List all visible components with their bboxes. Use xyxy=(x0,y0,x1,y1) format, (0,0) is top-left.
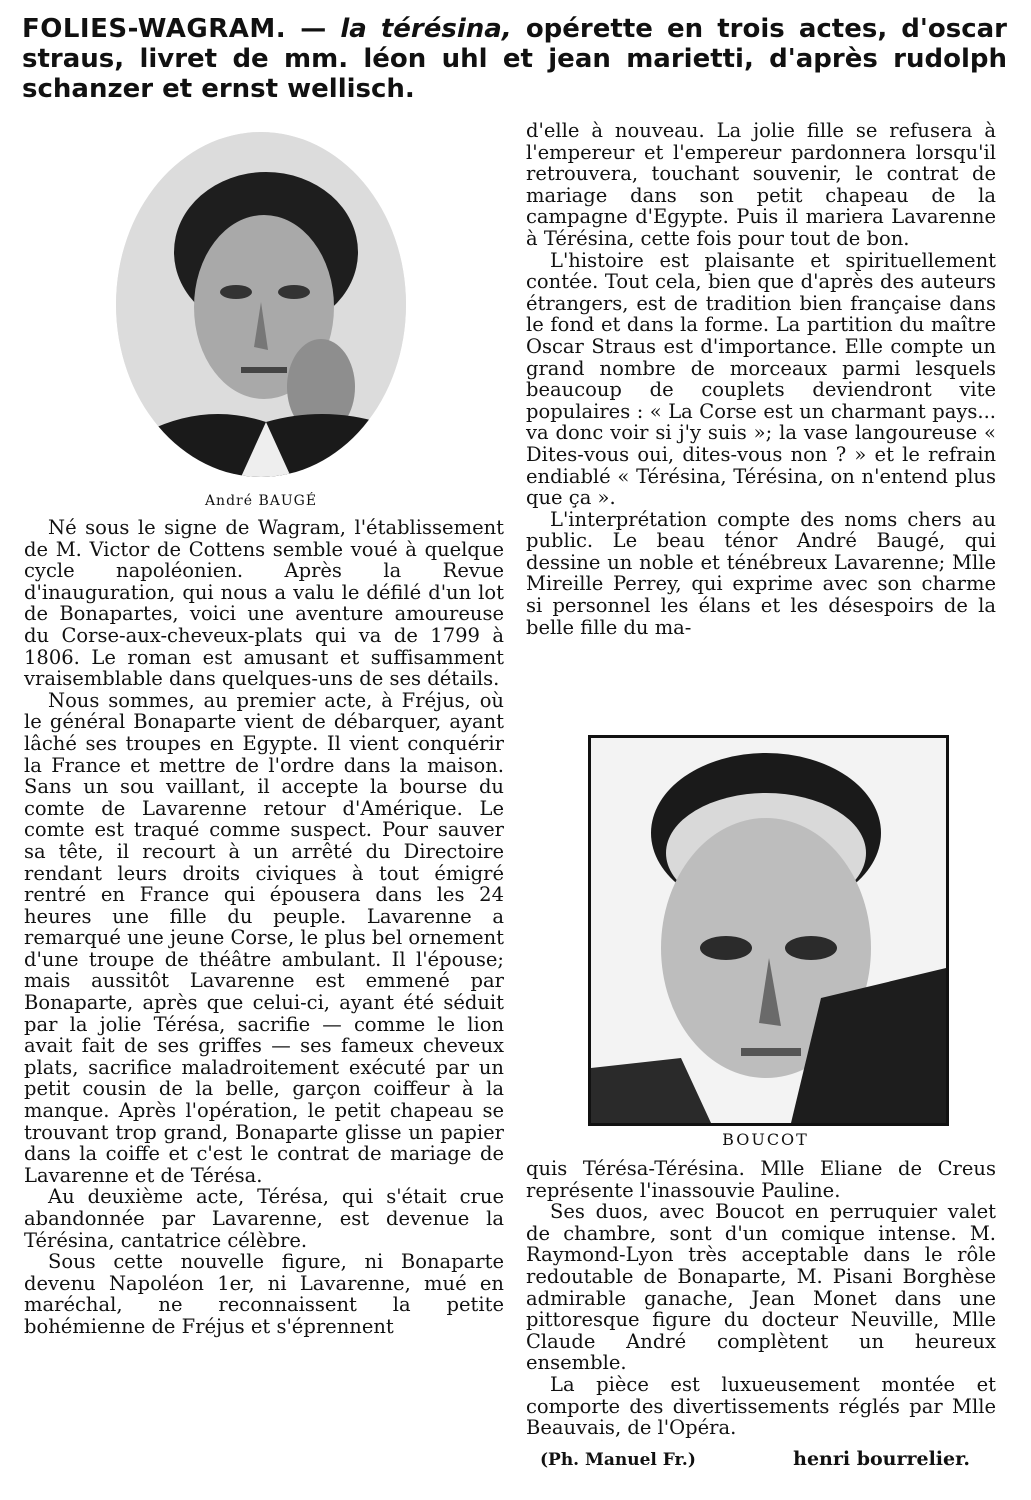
paragraph: L'interprétation compte des noms chers au public. Le beau ténor André Baugé, qui dessine un noble et ténébreux Lavarenne; Mlle Mireille Perrey, qui exprime avec son charme si personnel les élans et les désespoirs de la belle fille du ma- xyxy=(526,507,996,639)
paragraph: quis Térésa-Térésina. Mlle Eliane de Creus représente l'inassouvie Pauline. xyxy=(526,1157,996,1202)
paragraph: d'elle à nouveau. La jolie fille se refusera à l'empereur et l'empereur pardonnera lorsqu'il retrouvera, touchant souvenir, le contrat de mariage dans son petit chapeau de la campagne d'Egypte. Puis il mariera Lavarenne à Térésina, cette fois pour tout de bon. xyxy=(526,119,996,250)
column-right-top xyxy=(526,120,996,638)
paragraph: L'histoire est plaisante et spirituellement contée. Tout cela, bien que d'après des auteurs étrangers, est de tradition bien française dans le fond et dans la forme. La partition du maître Oscar Straus est d'importance. Elle compte un grand nombre de morceaux parmi lesquels beaucoup de couplets deviendront vite populaires : « La Corse est un charmant pays... va donc voir si j'y suis »; la vase langoureuse « Dites-vous oui, dites-vous non ? » et le refrain endiablé « Térésina, Térésina, on n'entend plus que ça ». xyxy=(526,248,996,510)
paragraph: Nous sommes, au premier acte, à Fréjus, où le général Bonaparte vient de débarquer, ayant lâché ses troupes en Egypte. Il vient conquérir la France et mettre de l'ordre dans la maison. Sans un sou vaillant, il accepte la bourse du comte de Lavarenne retour d'Amérique. Le comte est traqué comme suspect. Pour sauver sa tête, il recourt à un arrêté du Directoire rendant leurs droits civiques à tout émigré rentré en France qui épousera dans les 24 heures une fille du peuple. Lavarenne a remarqué une jeune Corse, le plus bel ornement d'une troupe de théâtre ambulant. Il l'épouse; mais aussitôt Lavarenne est emmené par Bonaparte, après que celui-ci, ayant été séduit par la jolie Térésa, sacrifie — comme le lion avait fait de ses griffes — ses fameux cheveux plats, sacrifice maladroitement exécuté par un petit cousin de la belle, garçon coiffeur à la manque. Après l'opération, le petit chapeau se trouvant trop grand, Bonaparte glisse un papier dans la coiffe et c'est le contrat de mariage de Lavarenne et de Térésa. xyxy=(24,688,504,1187)
portrait-caption-bauge: André BAUGÉ xyxy=(204,493,318,509)
paragraph: Au deuxième acte, Térésa, qui s'était crue abandonnée par Lavarenne, est devenue la Térésina, cantatrice célèbre. xyxy=(24,1185,504,1252)
paragraph: La pièce est luxueusement montée et comporte des divertissements réglés par Mlle Beauvais, de l'Opéra. xyxy=(526,1372,996,1440)
portrait-andre-bauge xyxy=(116,132,406,477)
headline-dash: — xyxy=(286,14,341,44)
portrait-caption-boucot: BOUCOT xyxy=(722,1130,809,1149)
headline-work-title: la térésina, xyxy=(340,14,512,44)
headline-theatre: FOLIES-WAGRAM. xyxy=(22,14,287,44)
credits xyxy=(540,1448,970,1470)
author-signature: henri bourrelier. xyxy=(793,1448,970,1470)
column-right-bottom xyxy=(526,1158,996,1439)
photo-credit: (Ph. Manuel Fr.) xyxy=(540,1450,696,1470)
headline-details: opérette en trois actes, d'oscar straus, livret de mm. léon uhl et jean marietti, d'après rudolph schanzer et ernst wellisch. xyxy=(22,14,1007,104)
article-headline xyxy=(22,14,1007,104)
paragraph: Sous cette nouvelle figure, ni Bonaparte devenu Napoléon 1er, ni Lavarenne, mué en maréchal, ne reconnaissent la petite bohémienne de Fréjus et s'éprennent xyxy=(24,1250,504,1338)
portrait-boucot xyxy=(588,735,949,1126)
paragraph: Né sous le signe de Wagram, l'établissement de M. Victor de Cottens semble voué à quelque cycle napoléonien. Après la Revue d'inauguration, qui nous a valu le défilé d'un lot de Bonapartes, voici une aventure amoureuse du Corse-aux-cheveux-plats qui va de 1799 à 1806. Le roman est amusant et suffisamment vraisemblable dans quelques-uns de ses détails. xyxy=(24,516,504,691)
column-left xyxy=(24,517,504,1338)
paragraph: Ses duos, avec Boucot en perruquier valet de chambre, sont d'un comique intense. M. Raymond-Lyon très acceptable dans le rôle redoutable de Bonaparte, M. Pisani Borghèse admirable ganache, Jean Monet dans une pittoresque figure du docteur Neuville, Mlle Claude André complètent un heureux ensemble. xyxy=(526,1200,996,1375)
